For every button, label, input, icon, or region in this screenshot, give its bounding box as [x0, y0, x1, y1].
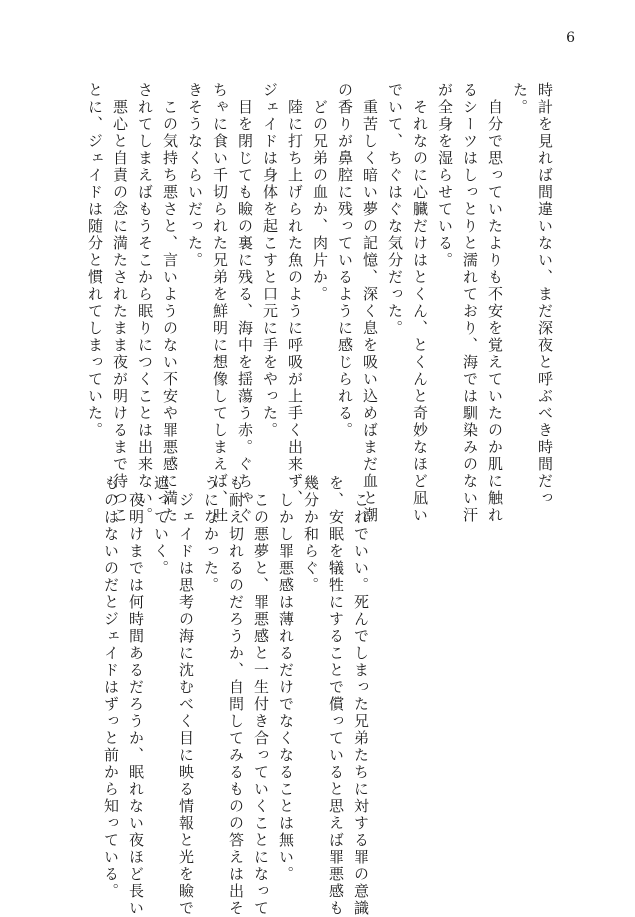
- text-line: とに、ジェイドは随分と慣れてしまっていた。: [86, 82, 104, 439]
- text-line: きそうなくらいだった。: [186, 82, 204, 269]
- text-line: ものはないのだとジェイドはずっと前から知っている。: [102, 475, 120, 900]
- text-line: この気持ち悪さと、言いようのない不安や罪悪感に満た: [161, 82, 179, 524]
- text-line: それなのに心臓だけはとくん、とくんと奇妙なほど凪い: [411, 82, 429, 524]
- text-line: しかし罪悪感は薄れるだけでなくなることは無い。: [277, 475, 295, 883]
- text-line: ジェイドは身体を起こすと口元に手をやった。: [261, 82, 279, 439]
- text-line: うになかった。: [202, 475, 220, 594]
- text-line: 重苦しく暗い夢の記憶、深く息を吸い込めばまだ血と潮: [361, 82, 379, 524]
- text-line: 幾分か和らぐ。: [302, 475, 320, 594]
- text-block-lower: [98, 475, 373, 917]
- text-line: どの兄弟の血か、肉片か。: [311, 82, 329, 303]
- text-line: でいて、ちぐはぐな気分だった。: [386, 82, 404, 337]
- text-line: この悪夢と、罪悪感と一生付き合っていくことになって: [252, 475, 270, 917]
- text-line: 時計を見れば間違いない、まだ深夜と呼ぶべき時間だっ: [536, 82, 554, 507]
- text-line: を、安眠を犠牲にすることで償っていると思えば罪悪感も: [327, 475, 345, 917]
- text-line: されてしまえばもうそこから眠りにつくことは出来ない。: [136, 82, 154, 524]
- text-line: た。: [511, 82, 529, 116]
- text-line: るシーツはしっとりと濡れており、海では馴染みのない汗: [461, 82, 479, 524]
- text-line: これでいい。死んでしまった兄弟たちに対する罪の意識: [352, 475, 370, 917]
- text-line: 夜明けまでは何時間あるだろうか、眠れない夜ほど長い: [127, 475, 145, 917]
- page-number: 6: [566, 30, 575, 46]
- text-line: 陸に打ち上げられた魚のように呼吸が上手く出来ず、: [286, 82, 304, 507]
- text-block-upper: [82, 82, 557, 524]
- text-line: ちゃに食い千切られた兄弟を鮮明に想像してしまえば、吐: [211, 82, 229, 524]
- text-line: 悪心と自責の念に満たされたまま夜が明けるまで待つこ: [111, 82, 129, 524]
- text-line: 自分で思っていたよりも不安を覚えていたのか肌に触れ: [486, 82, 504, 524]
- text-line: 目を閉じても瞼の裏に残る、海中を揺蕩う赤。ぐちゃぐ: [236, 82, 254, 524]
- text-line: の香りが鼻腔に残っているように感じられる。: [336, 82, 354, 439]
- text-line: も耐え切れるのだろうか、自問してみるものの答えは出そ: [227, 475, 245, 917]
- text-line: 遮っていく。: [152, 475, 170, 577]
- text-line: ジェイドは思考の海に沈むべく目に映る情報と光を瞼で: [177, 475, 195, 917]
- text-line: が全身を湿らせている。: [436, 82, 454, 269]
